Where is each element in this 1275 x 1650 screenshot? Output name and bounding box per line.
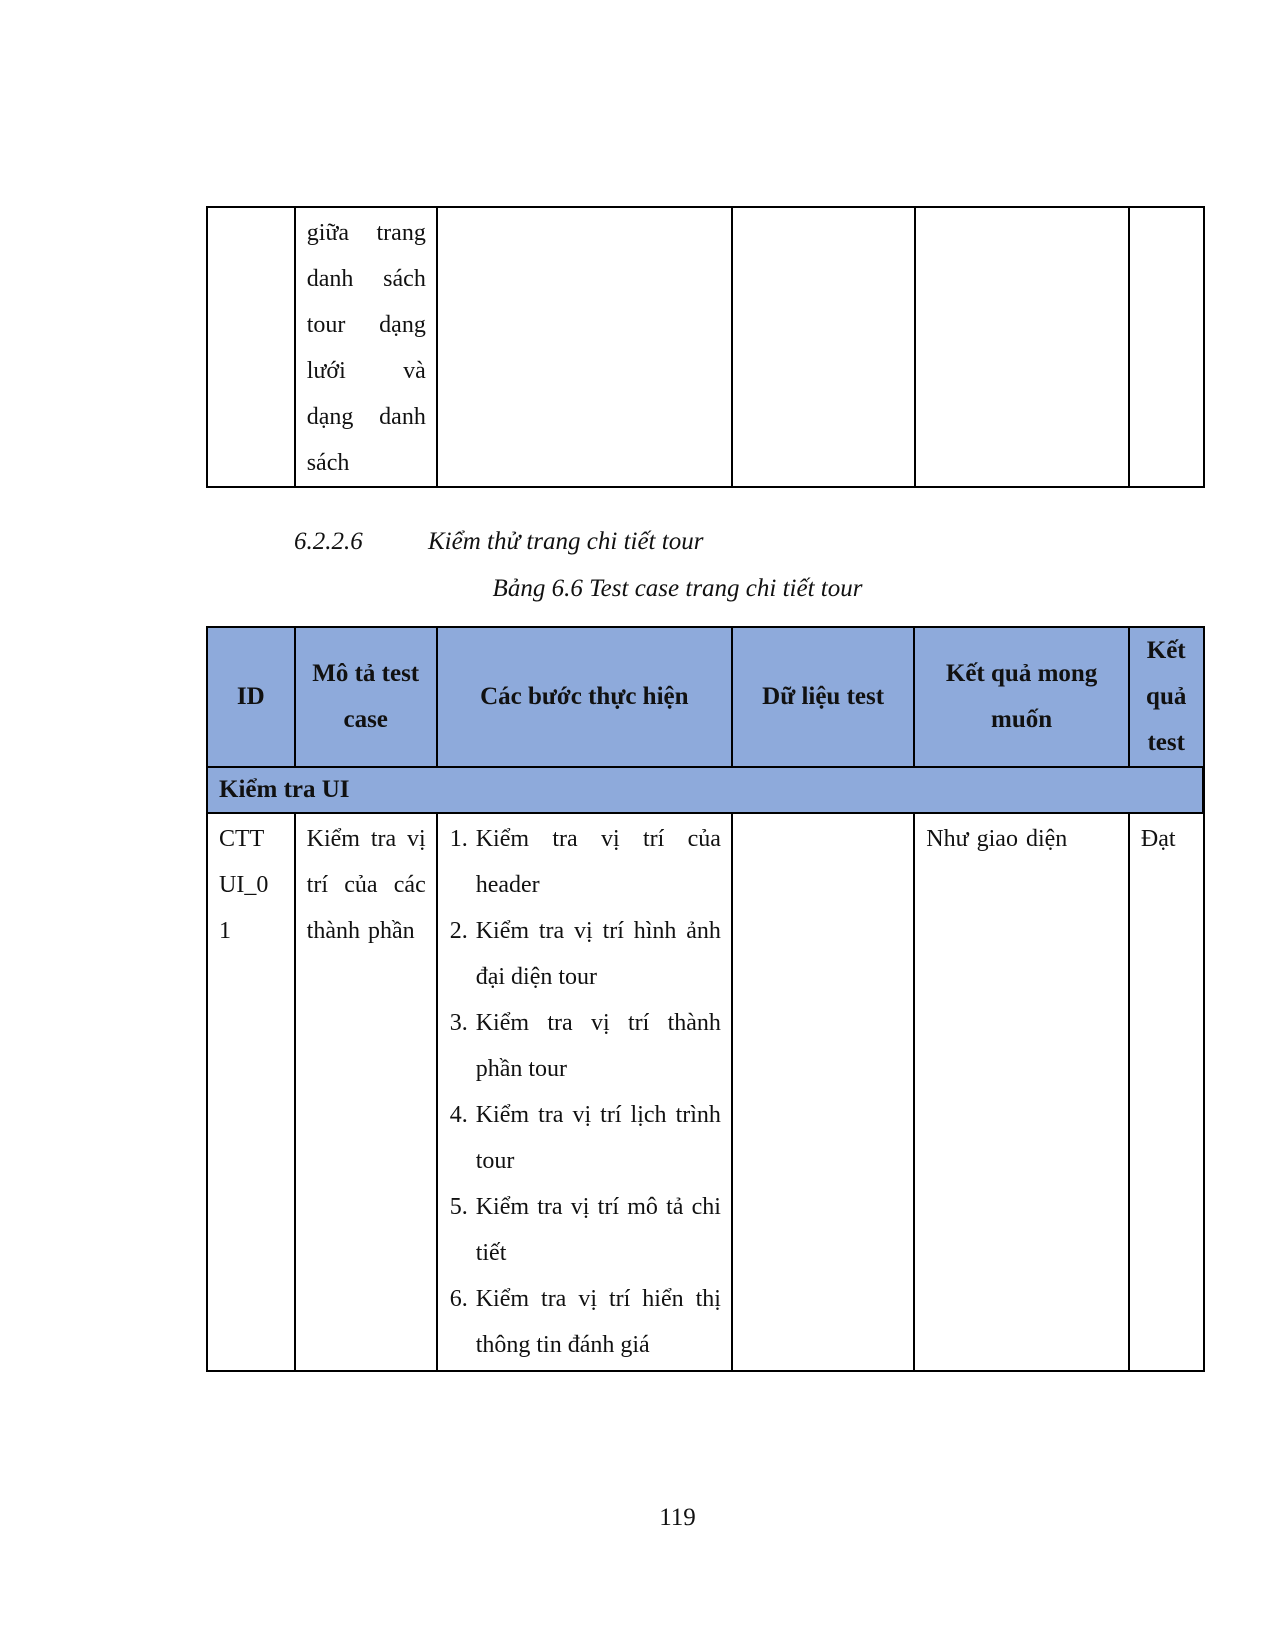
data-cell — [732, 813, 914, 1371]
step-item: 6. Kiểm tra vị trí hiển thị thông tin đánh giá — [474, 1276, 721, 1368]
table-caption: Bảng 6.6 Test case trang chi tiết tour — [492, 575, 863, 602]
group-label: Kiểm tra UI — [207, 767, 1204, 813]
row-id: CTT UI_0 1 — [219, 826, 269, 944]
step-item: 3. Kiểm tra vị trí thành phần tour — [474, 1000, 721, 1092]
continuation-table — [206, 206, 1205, 488]
header-desc: Mô tả test case — [295, 627, 437, 767]
section-number: 6.2.2.6 — [294, 528, 363, 555]
header-row — [207, 627, 1204, 767]
result-cell — [1129, 813, 1204, 1371]
row-result: Đạt — [1140, 826, 1176, 852]
steps-list — [438, 814, 731, 1368]
expected-cell — [914, 813, 1129, 1371]
test-case-table — [206, 626, 1205, 1372]
desc-cell — [295, 207, 437, 487]
result-cell — [1129, 207, 1204, 487]
section-heading — [294, 528, 703, 556]
page-number: 119 — [659, 1504, 696, 1531]
header-id: ID — [207, 627, 295, 767]
step-item: 4. Kiểm tra vị trí lịch trình tour — [474, 1092, 721, 1184]
table-row — [207, 207, 1204, 487]
header-expected: Kết quả mong muốn — [914, 627, 1129, 767]
data-cell — [732, 207, 914, 487]
desc-cell — [295, 813, 437, 1371]
header-steps: Các bước thực hiện — [437, 627, 732, 767]
table-row — [207, 813, 1204, 1371]
id-cell — [207, 813, 295, 1371]
step-item: 2. Kiểm tra vị trí hình ảnh đại diện tour — [474, 908, 721, 1000]
group-row — [207, 767, 1204, 813]
expected-cell — [915, 207, 1130, 487]
row-desc: Kiểm tra vị trí của các thành phần — [306, 826, 426, 944]
row-expected: Như giao diện — [926, 826, 1068, 852]
steps-cell — [437, 207, 732, 487]
desc-text: giữa trang danh sách tour dạng lưới và dạng danh sách — [306, 220, 426, 476]
steps-cell — [437, 813, 732, 1371]
header-data: Dữ liệu test — [732, 627, 914, 767]
header-result: Kết quả test — [1129, 627, 1204, 767]
id-cell — [207, 207, 295, 487]
step-item: 5. Kiểm tra vị trí mô tả chi tiết — [474, 1184, 721, 1276]
section-title: Kiểm thử trang chi tiết tour — [428, 528, 704, 555]
row-data — [733, 814, 913, 816]
step-item: 1. Kiểm tra vị trí của header — [474, 816, 721, 908]
